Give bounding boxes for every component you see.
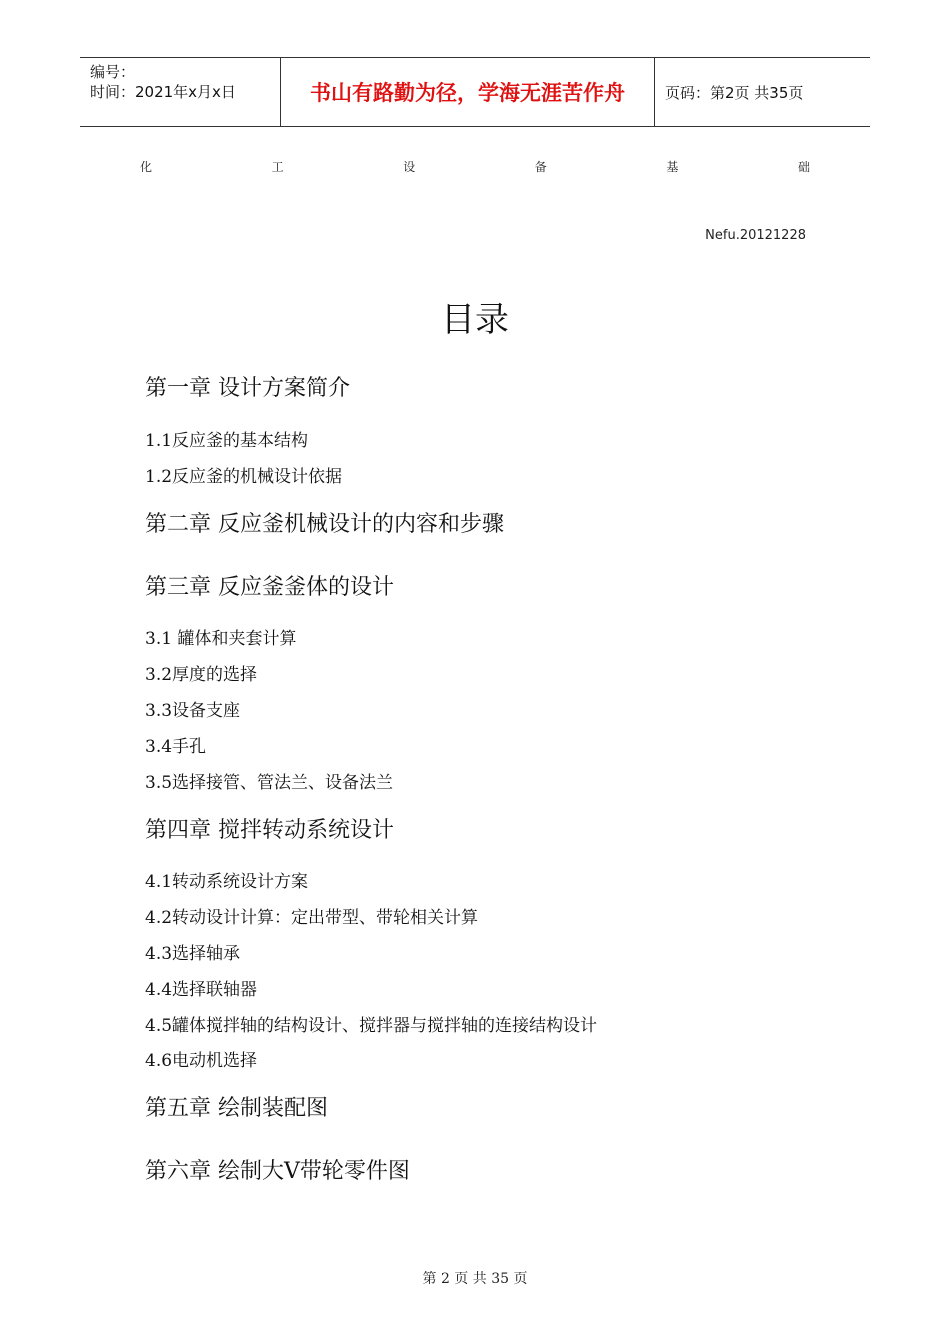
page-footer: 第 2 页 共 35 页 (422, 1271, 528, 1287)
header-meta (80, 58, 281, 126)
header-page-info: 页码：第2页 共35页 (665, 83, 804, 102)
course-title-char: 工 (271, 160, 284, 174)
toc-section[interactable]: 3.3设备支座 (145, 701, 241, 721)
toc-section[interactable]: 4.2转动设计计算：定出带型、带轮相关计算 (145, 908, 479, 928)
toc-section[interactable]: 3.1 罐体和夹套计算 (145, 629, 297, 649)
toc-section[interactable]: 3.4手孔 (145, 737, 207, 757)
toc-chapter[interactable]: 第六章 绘制大V带轮零件图 (145, 1159, 410, 1184)
course-title-char: 化 (140, 160, 153, 174)
toc-section[interactable]: 4.1转动系统设计方案 (145, 872, 309, 892)
toc-section[interactable]: 4.6电动机选择 (145, 1051, 258, 1071)
toc-title: 目录 (441, 300, 509, 340)
toc-section[interactable]: 3.5选择接管、管法兰、设备法兰 (145, 773, 394, 793)
toc-section[interactable]: 4.5罐体搅拌轴的结构设计、搅拌器与搅拌轴的连接结构设计 (145, 1016, 598, 1036)
course-title-char: 基 (666, 160, 679, 174)
course-title-char: 备 (534, 160, 547, 174)
course-title (140, 158, 810, 175)
doc-date: 时间：2021年x月x日 (90, 83, 236, 101)
toc-section[interactable]: 1.1反应釜的基本结构 (145, 431, 309, 451)
toc-section[interactable]: 1.2反应釜的机械设计依据 (145, 467, 343, 487)
course-title-char: 设 (403, 160, 416, 174)
header-motto: 书山有路勤为径，学海无涯苦作舟 (281, 58, 655, 126)
toc-section[interactable]: 4.3选择轴承 (145, 944, 241, 964)
toc-chapter[interactable]: 第二章 反应釜机械设计的内容和步骤 (145, 512, 504, 537)
toc-chapter[interactable]: 第三章 反应釜釜体的设计 (145, 575, 394, 600)
toc-section[interactable]: 3.2厚度的选择 (145, 665, 258, 685)
toc-chapter[interactable]: 第一章 设计方案简介 (145, 376, 350, 401)
page-header (80, 57, 870, 127)
document-code: Nefu.20121228 (705, 228, 806, 243)
course-title-char: 础 (797, 160, 810, 174)
doc-number-label: 编号： (90, 63, 136, 81)
toc-section[interactable]: 4.4选择联轴器 (145, 980, 258, 1000)
toc-chapter[interactable]: 第五章 绘制装配图 (145, 1096, 328, 1121)
toc-chapter[interactable]: 第四章 搅拌转动系统设计 (145, 818, 394, 843)
